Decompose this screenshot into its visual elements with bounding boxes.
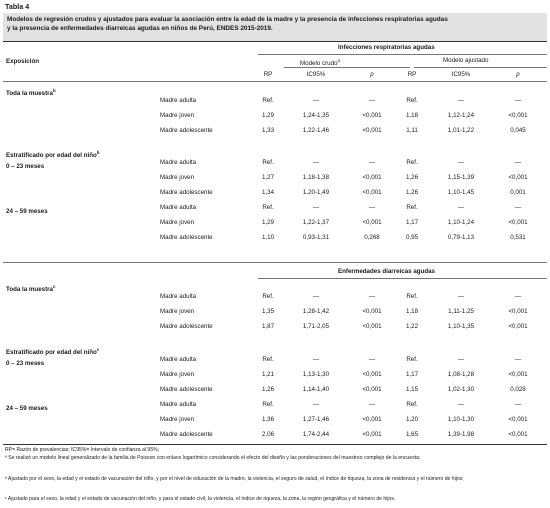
- cell-p-crudo: <0,001: [362, 308, 382, 315]
- cell-p-ajustado: —: [514, 204, 522, 211]
- cell-rp-crudo: 1,27: [261, 174, 275, 181]
- cell-rp-ajustado: Ref.: [406, 401, 418, 408]
- rule-section1: [258, 54, 547, 55]
- cell-rp-ajustado: 1,26: [405, 174, 419, 181]
- cell-ic95-ajustado: 1,10-1,30: [447, 416, 475, 423]
- cell-ic95-ajustado: 1,10-1,35: [447, 323, 475, 330]
- cell-p-crudo: <0,001: [362, 127, 382, 134]
- cell-p-crudo: <0,001: [362, 219, 382, 226]
- cell-rp-crudo: 1,29: [261, 219, 275, 226]
- table-label: Tabla 4: [5, 2, 30, 11]
- group-toda-muestra-1: Toda la muestra$^b$: [6, 88, 56, 98]
- cell-ic95-crudo: 1,24-1,35: [302, 112, 330, 119]
- rule-header-bottom: [3, 81, 547, 82]
- cell-exposure: Madre joven: [160, 371, 195, 378]
- cell-ic95-ajustado: 1,01-1,22: [447, 127, 475, 134]
- cell-ic95-ajustado: —: [457, 159, 465, 166]
- cell-exposure: Madre adulta: [160, 97, 197, 104]
- cell-ic95-crudo: 1,18-1,38: [302, 174, 330, 181]
- col-rp-2: RP: [407, 71, 417, 78]
- cell-rp-crudo: 1,29: [261, 112, 275, 119]
- cell-rp-crudo: Ref.: [262, 97, 274, 104]
- cell-ic95-ajustado: —: [457, 97, 465, 104]
- cell-ic95-crudo: —: [312, 401, 320, 408]
- col-rp-1: RP: [263, 71, 273, 78]
- cell-rp-crudo: 1,21: [261, 371, 275, 378]
- cell-p-crudo: —: [368, 97, 376, 104]
- rule-sub1: [284, 67, 410, 68]
- group-toda-muestra-2: Toda la muestra$^c$: [6, 284, 56, 294]
- cell-rp-crudo: Ref.: [262, 356, 274, 363]
- cell-exposure: Madre joven: [160, 416, 195, 423]
- modelo-ajustado-header: Modelo ajustado: [443, 57, 489, 64]
- group-24-59-2: 24 – 59 meses: [6, 405, 48, 412]
- cell-exposure: Madre joven: [160, 219, 195, 226]
- cell-p-ajustado: <0,001: [508, 219, 528, 226]
- cell-p-crudo: <0,001: [362, 174, 382, 181]
- cell-exposure: Madre adolescente: [160, 323, 213, 330]
- cell-rp-ajustado: 1,65: [405, 431, 419, 438]
- cell-rp-ajustado: 1,26: [405, 189, 419, 196]
- cell-rp-ajustado: 1,20: [405, 416, 419, 423]
- cell-p-crudo: —: [368, 401, 376, 408]
- cell-exposure: Madre adolescente: [160, 431, 213, 438]
- cell-p-ajustado: <0,001: [508, 371, 528, 378]
- cell-ic95-crudo: —: [312, 356, 320, 363]
- caption-line-2: y la presencia de enfermedades diarreicas agudas en niños de Perú, ENDES 2015-2019.: [7, 25, 273, 32]
- cell-p-ajustado: —: [514, 97, 522, 104]
- cell-p-crudo: <0,001: [362, 431, 382, 438]
- group-24-59-1: 24 – 59 meses: [6, 208, 48, 215]
- cell-rp-crudo: 1,34: [261, 189, 275, 196]
- rule-top: [3, 41, 547, 42]
- group-estratificado-2: Estratificado por edad del niño$^c$: [6, 347, 100, 357]
- cell-rp-ajustado: 1,17: [405, 219, 419, 226]
- cell-p-crudo: <0,001: [362, 112, 382, 119]
- cell-exposure: Madre adolescente: [160, 386, 213, 393]
- cell-rp-crudo: 1,10: [261, 234, 275, 241]
- cell-ic95-crudo: 1,13-1,30: [302, 371, 330, 378]
- cell-p-crudo: <0,001: [362, 371, 382, 378]
- cell-exposure: Madre joven: [160, 174, 195, 181]
- cell-ic95-crudo: 1,14-1,40: [302, 386, 330, 393]
- cell-ic95-ajustado: 1,39-1,98: [447, 431, 475, 438]
- cell-ic95-crudo: 1,20-1,49: [302, 189, 330, 196]
- section1-title: Infecciones respiratorias agudas: [338, 44, 435, 51]
- rule-sub2: [414, 67, 547, 68]
- cell-p-crudo: —: [368, 204, 376, 211]
- cell-ic95-ajustado: 0,79-1,13: [447, 234, 475, 241]
- cell-ic95-crudo: —: [312, 293, 320, 300]
- cell-p-crudo: —: [368, 159, 376, 166]
- cell-rp-crudo: 1,35: [261, 308, 275, 315]
- cell-ic95-crudo: 1,22-1,37: [302, 219, 330, 226]
- cell-rp-ajustado: 1,22: [405, 323, 419, 330]
- cell-p-ajustado: —: [514, 356, 522, 363]
- cell-ic95-crudo: 1,22-1,46: [302, 127, 330, 134]
- cell-rp-crudo: Ref.: [262, 204, 274, 211]
- cell-p-ajustado: —: [514, 159, 522, 166]
- cell-ic95-ajustado: 1,15-1,39: [447, 174, 475, 181]
- group-estratificado-1: Estratificado por edad del niño$^b$: [6, 150, 100, 160]
- cell-ic95-crudo: 1,27-1,46: [302, 416, 330, 423]
- cell-rp-ajustado: 1,15: [405, 386, 419, 393]
- footnote-2: ª Se realizó un modelo lineal generalizado de la familia de Poisson con enlace logarítmico considerando el efecto del diseño y las ponderaciones del muestreo complejo de la encuesta;: [5, 455, 421, 461]
- cell-p-ajustado: 0,001: [510, 189, 526, 196]
- cell-p-crudo: —: [368, 293, 376, 300]
- cell-p-ajustado: <0,001: [508, 112, 528, 119]
- cell-ic95-ajustado: 1,02-1,30: [447, 386, 475, 393]
- cell-rp-ajustado: Ref.: [406, 97, 418, 104]
- cell-rp-ajustado: 0,95: [405, 234, 419, 241]
- cell-rp-ajustado: Ref.: [406, 293, 418, 300]
- cell-exposure: Madre joven: [160, 112, 195, 119]
- rule-section2: [258, 278, 547, 279]
- cell-p-ajustado: 0,531: [510, 234, 526, 241]
- cell-exposure: Madre adulta: [160, 204, 197, 211]
- cell-p-crudo: <0,001: [362, 189, 382, 196]
- cell-rp-ajustado: Ref.: [406, 159, 418, 166]
- cell-p-ajustado: <0,001: [508, 416, 528, 423]
- cell-p-ajustado: <0,001: [508, 431, 528, 438]
- col-p-2: p: [516, 71, 520, 78]
- cell-ic95-ajustado: 1,12-1,24: [447, 112, 475, 119]
- cell-exposure: Madre adulta: [160, 159, 197, 166]
- cell-rp-crudo: Ref.: [262, 293, 274, 300]
- cell-exposure: Madre joven: [160, 308, 195, 315]
- cell-rp-crudo: 2,06: [261, 431, 275, 438]
- section2-title: Enfermedades diarreicas agudas: [338, 268, 435, 275]
- cell-ic95-crudo: 1,28-1,42: [302, 308, 330, 315]
- cell-ic95-ajustado: 1,10-1,45: [447, 189, 475, 196]
- cell-rp-ajustado: Ref.: [406, 356, 418, 363]
- cell-exposure: Madre adulta: [160, 401, 197, 408]
- modelo-crudo-header: Modelo crudo$^a$: [300, 58, 341, 68]
- cell-p-crudo: —: [368, 356, 376, 363]
- cell-rp-crudo: 1,33: [261, 127, 275, 134]
- col-ic-1: IC95%: [306, 71, 326, 78]
- cell-rp-crudo: Ref.: [262, 159, 274, 166]
- cell-rp-ajustado: Ref.: [406, 204, 418, 211]
- cell-rp-ajustado: 1,11: [406, 127, 418, 134]
- cell-p-ajustado: —: [514, 401, 522, 408]
- cell-ic95-crudo: —: [312, 97, 320, 104]
- table-caption: [3, 13, 547, 41]
- cell-exposure: Madre adolescente: [160, 234, 213, 241]
- group-0-23-1: 0 – 23 meses: [6, 163, 45, 170]
- cell-ic95-ajustado: 1,10-1,24: [447, 219, 475, 226]
- col-ic-2: IC95%: [451, 71, 471, 78]
- footnote-3: ᵇ Ajustado por el sexo, la edad y el estado de vacunación del niño, y por el nivel de educación de la madre, la violencia, el seguro de salud, el índice de riqueza, la zona de residencia y el número de hijos;: [5, 476, 464, 482]
- cell-ic95-crudo: 1,74-2,44: [302, 431, 330, 438]
- cell-rp-ajustado: 1,18: [405, 112, 419, 119]
- caption-line-1: Modelos de regresión crudos y ajustados para evaluar la asociación entre la edad de la madre y la presencia de infecciones respiratorias agudas: [7, 16, 448, 23]
- cell-rp-ajustado: 1,18: [405, 308, 419, 315]
- cell-ic95-crudo: —: [312, 159, 320, 166]
- cell-exposure: Madre adulta: [160, 293, 197, 300]
- cell-p-crudo: 0,268: [364, 234, 380, 241]
- exposicion-header: Exposición: [6, 58, 40, 65]
- cell-rp-crudo: 1,26: [261, 386, 275, 393]
- footnote-4: ᶜ Ajustado para el sexo, la edad y el estado de vacunación del niño, y para el estado civil, la violencia, el índice de riqueza, la zona, la región geográfica y el número de hijos.: [5, 496, 396, 502]
- rule-bottom: [3, 444, 547, 445]
- cell-exposure: Madre adolescente: [160, 127, 213, 134]
- cell-ic95-crudo: 0,93-1,31: [302, 234, 330, 241]
- cell-ic95-ajustado: —: [457, 204, 465, 211]
- cell-ic95-crudo: —: [312, 204, 320, 211]
- cell-rp-crudo: 1,36: [261, 416, 275, 423]
- cell-p-ajustado: 0,028: [510, 386, 526, 393]
- cell-p-ajustado: <0,001: [508, 308, 528, 315]
- rule-section-break: [3, 262, 547, 263]
- cell-ic95-ajustado: —: [457, 356, 465, 363]
- cell-exposure: Madre adulta: [160, 356, 197, 363]
- cell-ic95-ajustado: 1,11-1,25: [448, 308, 474, 315]
- col-p-1: p: [370, 71, 374, 78]
- cell-p-crudo: <0,001: [362, 323, 382, 330]
- cell-ic95-ajustado: —: [457, 293, 465, 300]
- cell-p-crudo: <0,001: [362, 416, 382, 423]
- footnote-1: RP= Razón de prevalencias; IC95%= Intervalo de confianza al 95%;: [5, 447, 160, 453]
- cell-ic95-crudo: 1,71-2,05: [302, 323, 330, 330]
- cell-p-ajustado: —: [514, 293, 522, 300]
- cell-p-ajustado: 0,045: [510, 127, 526, 134]
- cell-exposure: Madre adolescente: [160, 189, 213, 196]
- cell-ic95-ajustado: 1,08-1,28: [447, 371, 475, 378]
- cell-rp-crudo: Ref.: [262, 401, 274, 408]
- cell-p-crudo: <0,001: [362, 386, 382, 393]
- cell-ic95-ajustado: —: [457, 401, 465, 408]
- cell-rp-ajustado: 1,17: [405, 371, 419, 378]
- cell-p-ajustado: <0,001: [508, 323, 528, 330]
- cell-p-ajustado: <0,001: [508, 174, 528, 181]
- group-0-23-2: 0 – 23 meses: [6, 360, 45, 367]
- cell-rp-crudo: 1,87: [261, 323, 275, 330]
